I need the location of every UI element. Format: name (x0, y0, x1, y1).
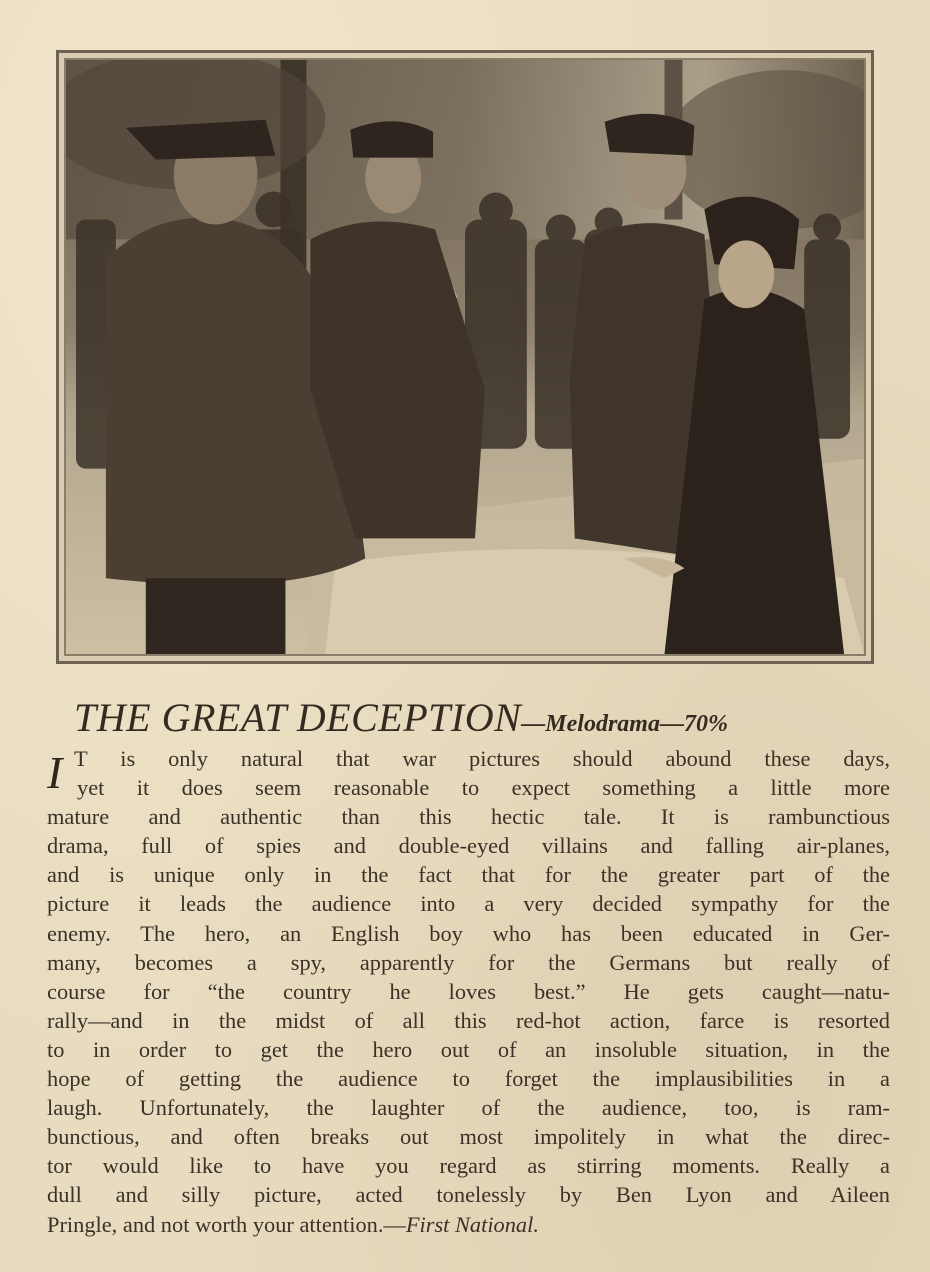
film-still-illustration (66, 60, 864, 654)
text-line: tor would like to have you regard as stirring moments. Really a (47, 1153, 890, 1179)
film-title: THE GREAT DECEPTION (74, 695, 522, 740)
film-still-image (64, 58, 866, 656)
text-line: drama, full of spies and double-eyed villains and falling air-planes, (47, 833, 890, 859)
text-line: and is unique only in the fact that for the greater part of the (47, 862, 890, 888)
text-line: bunctious, and often breaks out most impolitely in what the direc- (47, 1124, 890, 1150)
text-line: rally—and in the midst of all this red-hot action, farce is resorted (47, 1007, 890, 1033)
text-line: mature and authentic than this hectic tale. It is rambunctious (47, 804, 890, 830)
text-line: many, becomes a spy, apparently for the Germans but really of (47, 949, 890, 975)
closing-text: Pringle, and not worth your attention.— (47, 1211, 406, 1237)
text-line-last (47, 1210, 890, 1239)
text-line: yet it does seem reasonable to expect something a little more (77, 775, 890, 801)
text-line: enemy. The hero, an English boy who has been educated in Ger- (47, 920, 890, 946)
text-line: to in order to get the hero out of an insoluble situation, in the (47, 1036, 890, 1062)
text-line: picture it leads the audience into a very decided sympathy for the (47, 891, 890, 917)
text-line: hope of getting the audience to forget the implausibilities in a (47, 1066, 890, 1092)
text-line: course for “the country he loves best.” He gets caught—natu- (47, 978, 890, 1004)
genre-rating: —Melodrama—70% (521, 711, 728, 737)
review-body (47, 744, 890, 1239)
text-line: laugh. Unfortunately, the laughter of the audience, too, is ram- (47, 1095, 890, 1121)
text-line: dull and silly picture, acted tonelessly by Ben Lyon and Aileen (47, 1182, 890, 1208)
film-still-photo (56, 50, 874, 664)
studio-credit: First National. (405, 1211, 539, 1237)
review-heading (74, 694, 874, 741)
drop-cap: I (47, 747, 63, 798)
text-line: T is only natural that war pictures should abound these days, (74, 746, 890, 771)
